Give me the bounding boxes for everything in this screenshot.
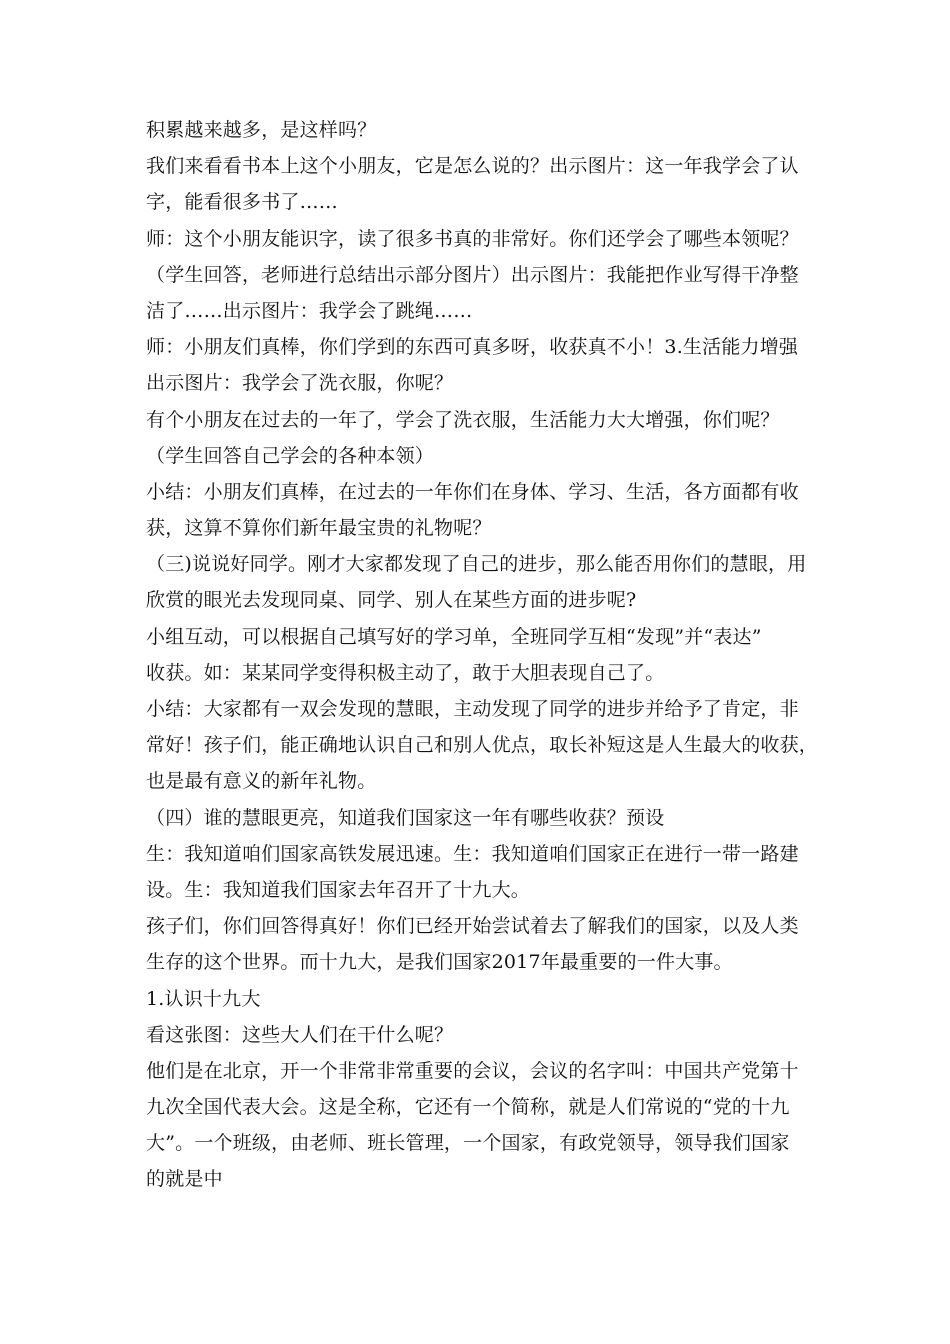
text-line: 师：小朋友们真棒，你们学到的东西可真多呀，收获真不小！3.生活能力增强 — [146, 336, 799, 359]
text-line: 生存的这个世界。而十九大，是我们国家2017年最重要的一件大事。 — [146, 951, 733, 974]
text-line: 他们是在北京，开一个非常非常重要的会议，会议的名字叫：中国共产党第十 — [146, 1059, 799, 1082]
text-line: 看这张图：这些大人们在干什么呢？ — [146, 1023, 454, 1046]
text-line: 常好！孩子们，能正确地认识自己和别人优点，取长补短这是人生最大的收获， — [146, 734, 819, 757]
text-line: 收获。如：某某同学变得积极主动了，敢于大胆表现自己了。 — [146, 661, 665, 684]
text-line: （三)说说好同学。刚才大家都发现了自己的进步，那么能否用你们的慧眼，用 — [146, 553, 807, 576]
text-line: 有个小朋友在过去的一年了，学会了洗衣服，生活能力大大增强，你们呢？ — [146, 408, 780, 431]
text-line: 洁了……出示图片：我学会了跳绳…… — [146, 299, 473, 322]
text-line: 出示图片：我学会了洗衣服，你呢？ — [146, 372, 454, 395]
text-line: 积累越来越多，是这样吗？ — [146, 119, 377, 141]
text-line: 我们来看看书本上这个小朋友，它是怎么说的？出示图片：这一年我学会了认 — [146, 155, 799, 178]
text-line: （学生回答，老师进行总结出示部分图片）出示图片：我能把作业写得干净整 — [146, 263, 799, 286]
text-line: 小组互动，可以根据自己填写好的学习单，全班同学互相“发现”并“表达” — [146, 625, 762, 648]
section-heading: 1.认识十九大 — [146, 987, 261, 1010]
text-line: （学生回答自己学会的各种本领） — [146, 444, 435, 467]
text-line: 生：我知道咱们国家高铁发展迅速。生：我知道咱们国家正在进行一带一路建 — [146, 842, 799, 865]
text-line: 也是最有意义的新年礼物。 — [146, 770, 377, 793]
text-line: 孩子们，你们回答得真好！你们已经开始尝试着去了解我们的国家，以及人类 — [146, 915, 799, 938]
text-line: 设。生：我知道我们国家去年召开了十九大。 — [146, 878, 531, 901]
text-line: 小结：小朋友们真棒，在过去的一年你们在身体、学习、生活，各方面都有收 — [146, 480, 799, 503]
text-line: 师：这个小朋友能识字，读了很多书真的非常好。你们还学会了哪些本领呢？ — [146, 227, 799, 250]
text-line: 字，能看很多书了…… — [146, 191, 339, 214]
text-line: 九次全国代表大会。这是全称，它还有一个简称，就是人们常说的“党的十九 — [146, 1096, 790, 1119]
text-line: 大”。一个班级，由老师、班长管理，一个国家，有政党领导，领导我们国家 — [146, 1132, 790, 1155]
text-line: 欣赏的眼光去发现同桌、同学、别人在某些方面的进步呢? — [146, 589, 637, 612]
document-body — [146, 112, 826, 1198]
text-line: 小结：大家都有一双会发现的慧眼，主动发现了同学的进步并给予了肯定，非 — [146, 698, 799, 720]
text-line: 的就是中 — [146, 1168, 223, 1191]
text-line: （四）谁的慧眼更亮，知道我们国家这一年有哪些收获？预设 — [146, 806, 665, 829]
text-line: 获，这算不算你们新年最宝贵的礼物呢？ — [146, 517, 492, 540]
